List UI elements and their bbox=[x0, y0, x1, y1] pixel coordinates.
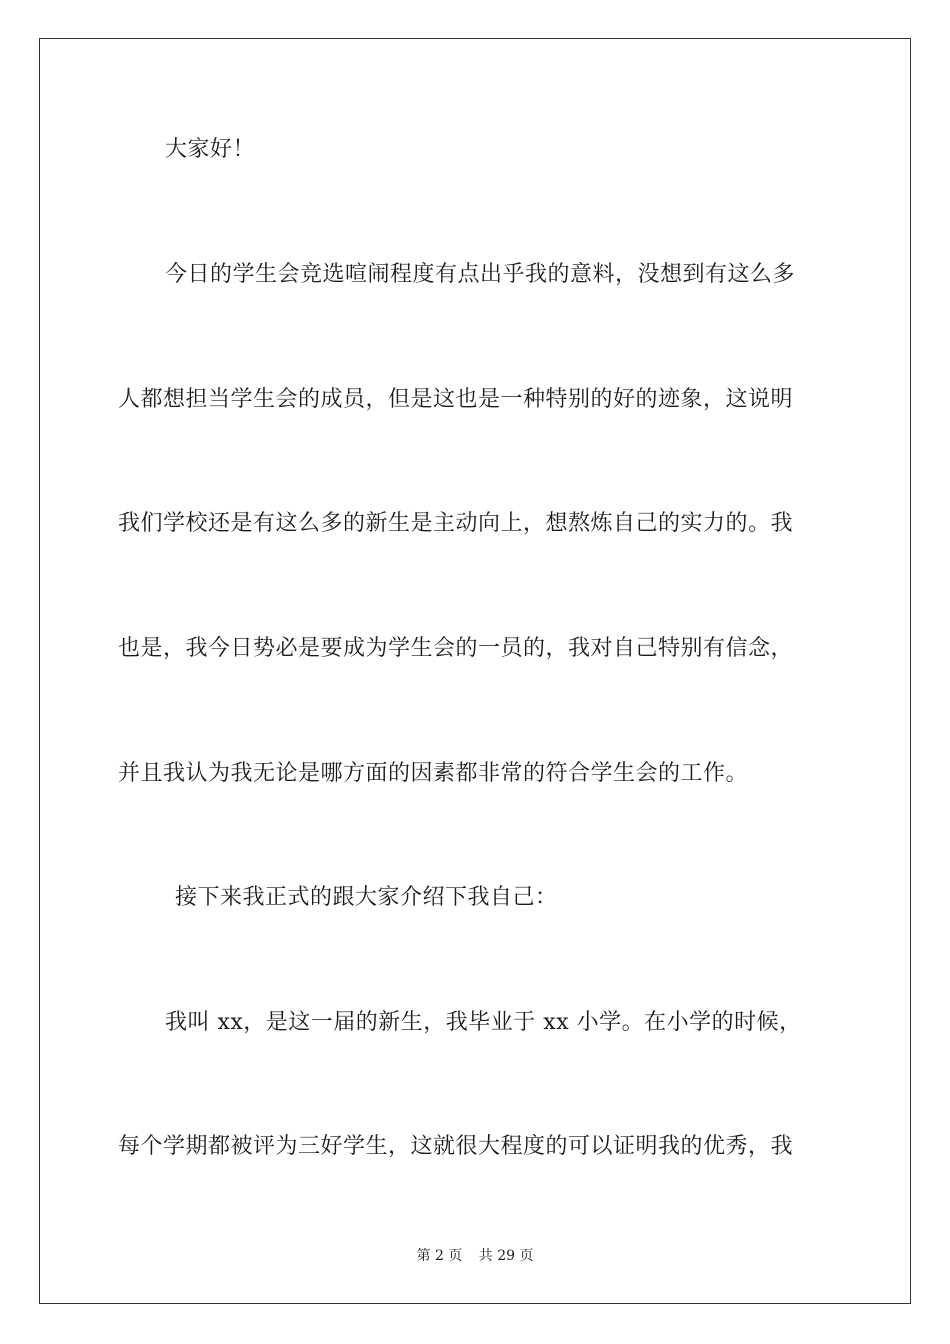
paragraph-line: 今日的学生会竞选喧闹程度有点出乎我的意料，没想到有这么多 bbox=[165, 262, 796, 287]
paragraph-line: 每个学期都被评为三好学生，这就很大程度的可以证明我的优秀，我 bbox=[118, 1134, 794, 1159]
paragraph-line: 接下来我正式的跟大家介绍下我自己： bbox=[175, 885, 558, 910]
total-pages: 共 29 页 bbox=[478, 1248, 534, 1264]
paragraph-line: 我叫 xx，是这一届的新生，我毕业于 xx 小学。在小学的时候， bbox=[165, 1010, 802, 1035]
page-number: 第 2 页 bbox=[416, 1248, 463, 1264]
paragraph-line: 并且我认为我无论是哪方面的因素都非常的符合学生会的工作。 bbox=[118, 761, 749, 786]
paragraph-line: 我们学校还是有这么多的新生是主动向上，想熬炼自己的实力的。我 bbox=[118, 511, 794, 536]
paragraph-line: 也是，我今日势必是要成为学生会的一员的，我对自己特别有信念， bbox=[118, 636, 794, 661]
paragraph-line: 人都想担当学生会的成员，但是这也是一种特别的好的迹象，这说明 bbox=[118, 387, 794, 412]
paragraph-line: 大家好！ bbox=[165, 137, 256, 162]
page-border bbox=[39, 38, 911, 1304]
page-footer bbox=[0, 1246, 950, 1266]
